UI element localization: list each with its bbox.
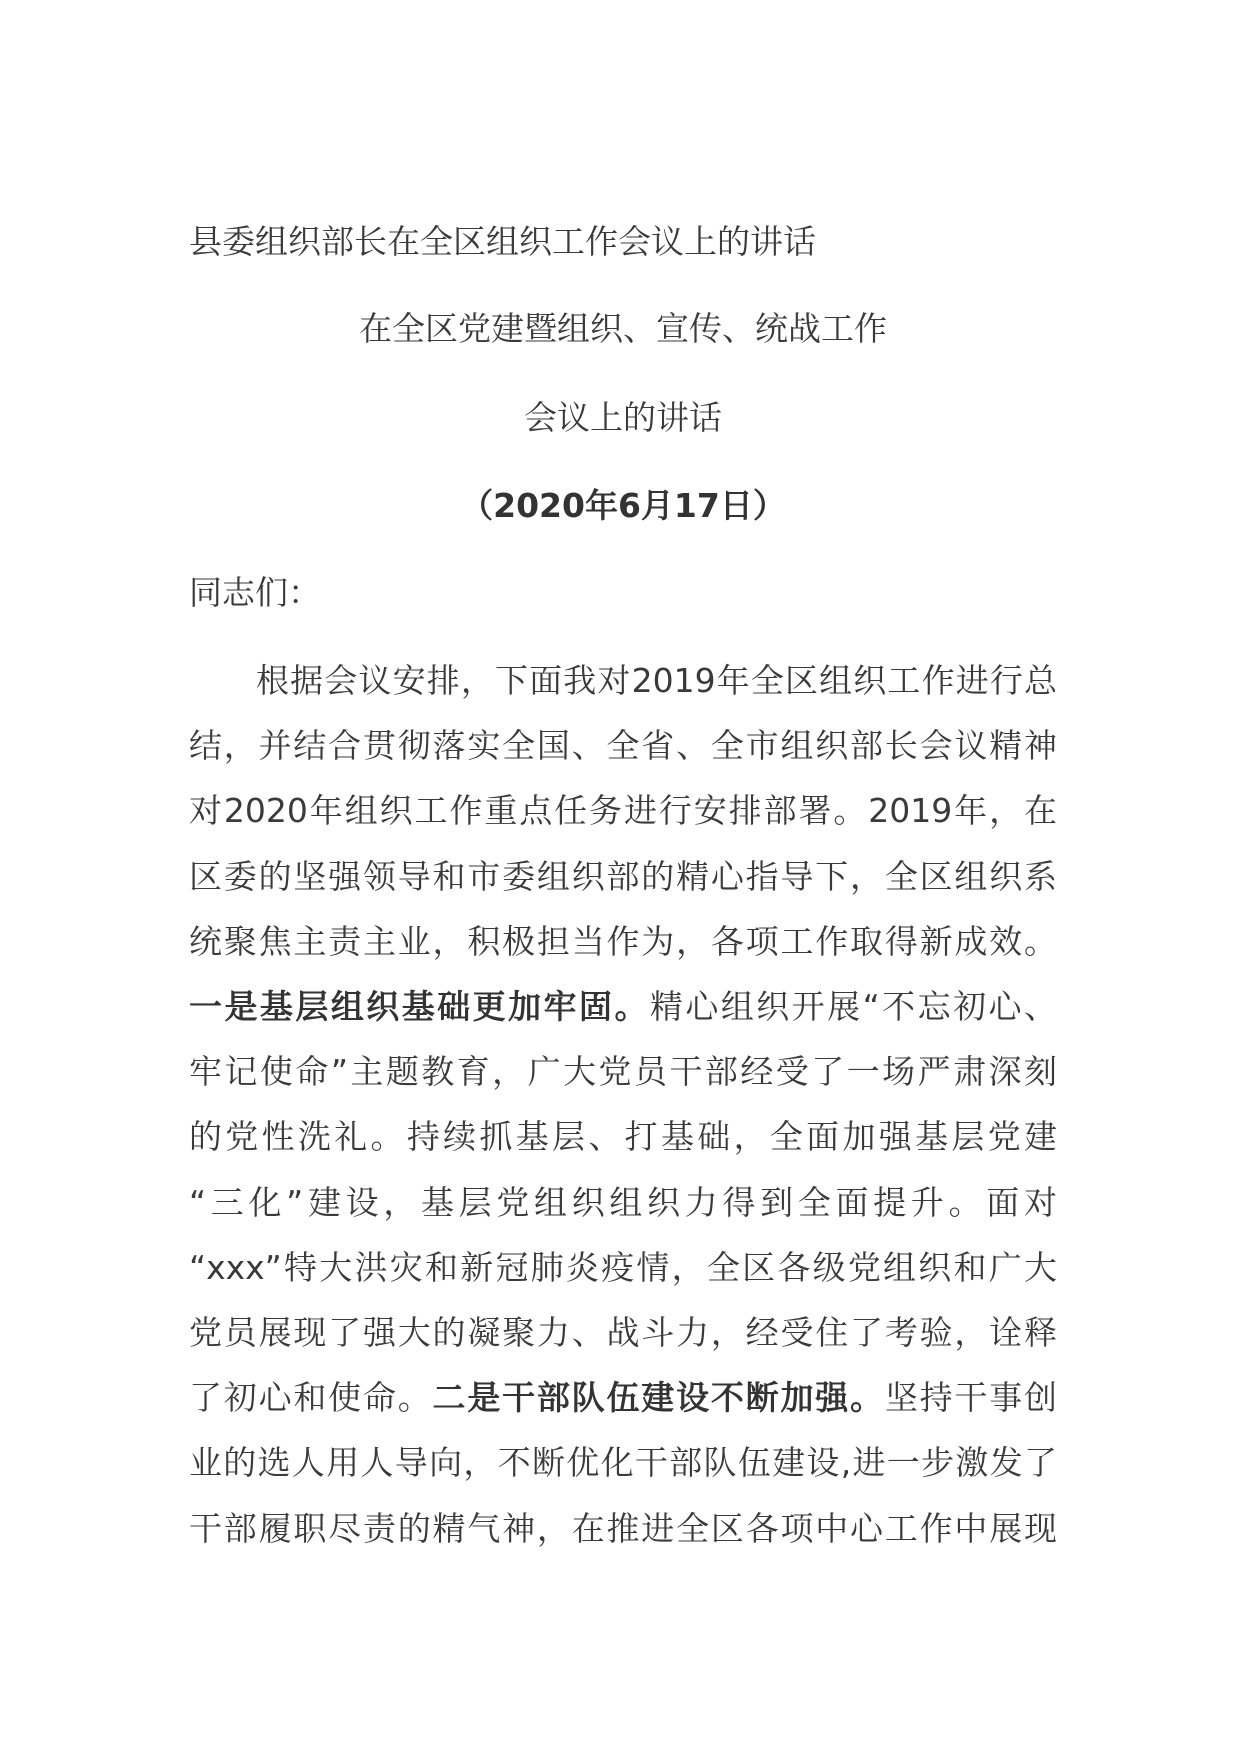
speech-title-line-1: 在全区党建暨组织、宣传、统战工作: [359, 309, 887, 348]
body-text-segment: “xxx”特大洪灾和新冠肺炎疫情，全区各级党组织和广大: [189, 1247, 1057, 1287]
body-text-segment: 统聚焦主责主业，积极担当作为，各项工作取得新成效。: [189, 921, 1057, 961]
body-line: [189, 1441, 1057, 1485]
body-text-segment: 对2020年组织工作重点任务进行安排部署。2019年，在: [189, 791, 1057, 831]
salutation: 同志们：: [189, 573, 321, 612]
body-text-segment: 根据会议安排，下面我对2019年全区组织工作进行总: [256, 661, 1057, 700]
document-header-title: 县委组织部长在全区组织工作会议上的讲话: [189, 222, 816, 261]
speech-title-line-2: 会议上的讲话: [524, 398, 722, 437]
body-line: [189, 1507, 1057, 1551]
body-text-segment: “三化”建设，基层党组织组织力得到全面提升。面对: [189, 1182, 1057, 1222]
body-text-segment: 区委的坚强领导和市委组织部的精心指导下，全区组织系: [189, 856, 1057, 896]
body-line: [256, 659, 1057, 703]
body-text-segment: 业的选人用人导向，不断优化干部队伍建设,进一步激发了: [189, 1443, 1057, 1483]
body-line: [189, 920, 1057, 964]
body-text-segment: 了初心和使命。: [189, 1378, 433, 1418]
body-text-segment: 结，并结合贯彻落实全国、全省、全市组织部长会议精神: [189, 726, 1057, 766]
body-line: [189, 985, 1057, 1029]
body-line: [189, 1115, 1057, 1159]
body-line: [189, 1311, 1057, 1355]
body-line: [189, 1181, 1057, 1225]
body-text-segment: 坚持干事创: [884, 1378, 1058, 1418]
body-text-segment: 党员展现了强大的凝聚力、战斗力，经受住了考验，诠释: [189, 1313, 1057, 1352]
body-text-segment: 的党性洗礼。持续抓基层、打基础，全面加强基层党建: [189, 1117, 1057, 1157]
body-line: [189, 1246, 1057, 1290]
body-line: [189, 789, 1057, 833]
body-line: [189, 724, 1057, 768]
bold-heading-text: 二是干部队伍建设不断加强。: [432, 1378, 885, 1418]
bold-heading-text: 一是基层组织基础更加牢固。: [189, 987, 650, 1026]
body-text-segment: 精心组织开展“不忘初心、: [649, 987, 1057, 1026]
body-line: [189, 1050, 1057, 1094]
speech-date: （2020年6月17日）: [460, 486, 786, 525]
body-text-segment: 牢记使命”主题教育，广大党员干部经受了一场严肃深刻: [189, 1052, 1057, 1092]
body-line: [189, 855, 1057, 899]
body-line: [189, 1376, 1057, 1420]
body-text-segment: 干部履职尽责的精气神，在推进全区各项中心工作中展现: [189, 1508, 1057, 1548]
